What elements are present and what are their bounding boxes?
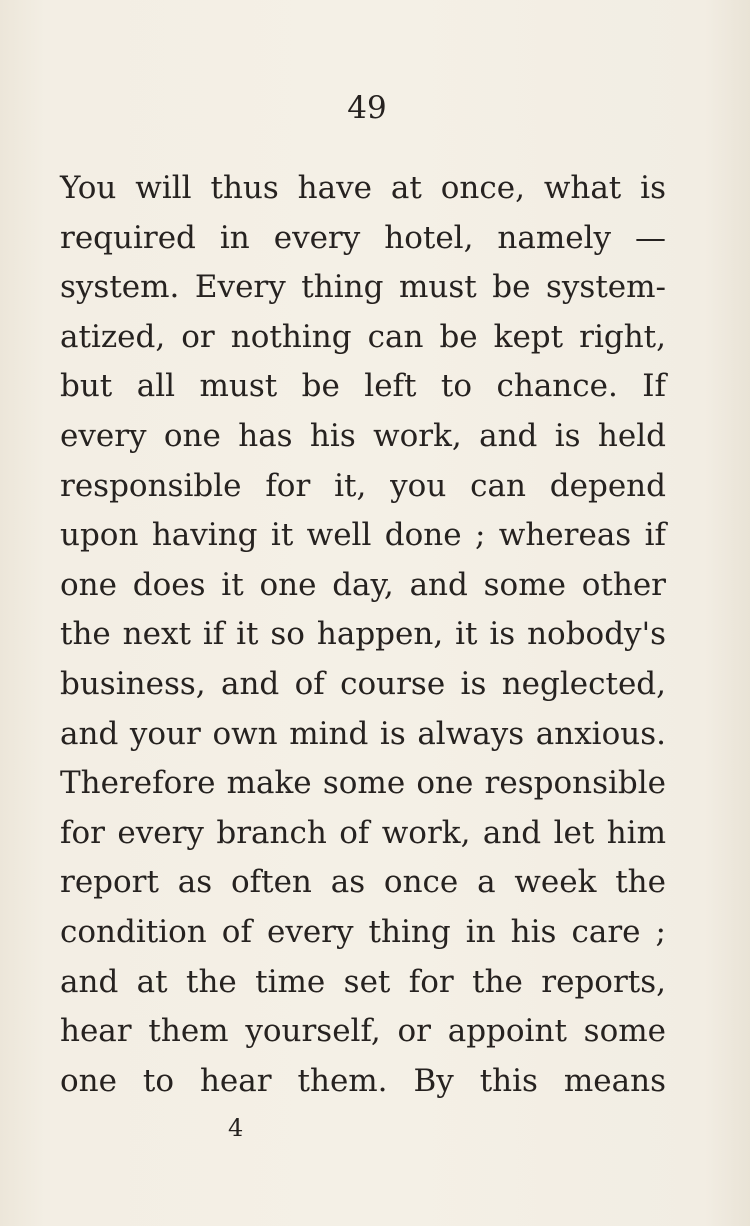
text-line: for every branch of work, and let him <box>60 814 666 851</box>
text-line: the next if it so happen, it is nobody's <box>60 616 666 653</box>
text-line: Therefore make some one responsible <box>60 765 666 802</box>
text-line: but all must be left to chance. If <box>60 368 666 405</box>
signature-mark: 4 <box>228 1114 244 1142</box>
text-line: required in every hotel, namely — <box>60 219 666 256</box>
text-line: and your own mind is always anxious. <box>60 715 666 752</box>
text-line: one to hear them. By this means <box>60 1062 666 1099</box>
text-line: system. Every thing must be system- <box>60 269 666 306</box>
text-line: You will thus have at once, what is <box>60 170 666 206</box>
text-line: one does it one day, and some other <box>60 566 666 603</box>
text-line: upon having it well done ; whereas if <box>60 517 666 554</box>
text-line: report as often as once a week the <box>60 864 666 901</box>
text-line: condition of every thing in his care ; <box>60 913 666 950</box>
text-line: business, and of course is neglected, <box>60 665 666 702</box>
text-line: and at the time set for the reports, <box>60 963 666 1000</box>
body-text <box>60 164 666 1106</box>
page-number: 49 <box>347 90 387 126</box>
text-line: responsible for it, you can depend <box>60 467 666 504</box>
text-line: every one has his work, and is held <box>60 417 666 454</box>
text-line: hear them yourself, or appoint some <box>60 1013 666 1050</box>
text-line: atized, or nothing can be kept right, <box>60 318 666 355</box>
